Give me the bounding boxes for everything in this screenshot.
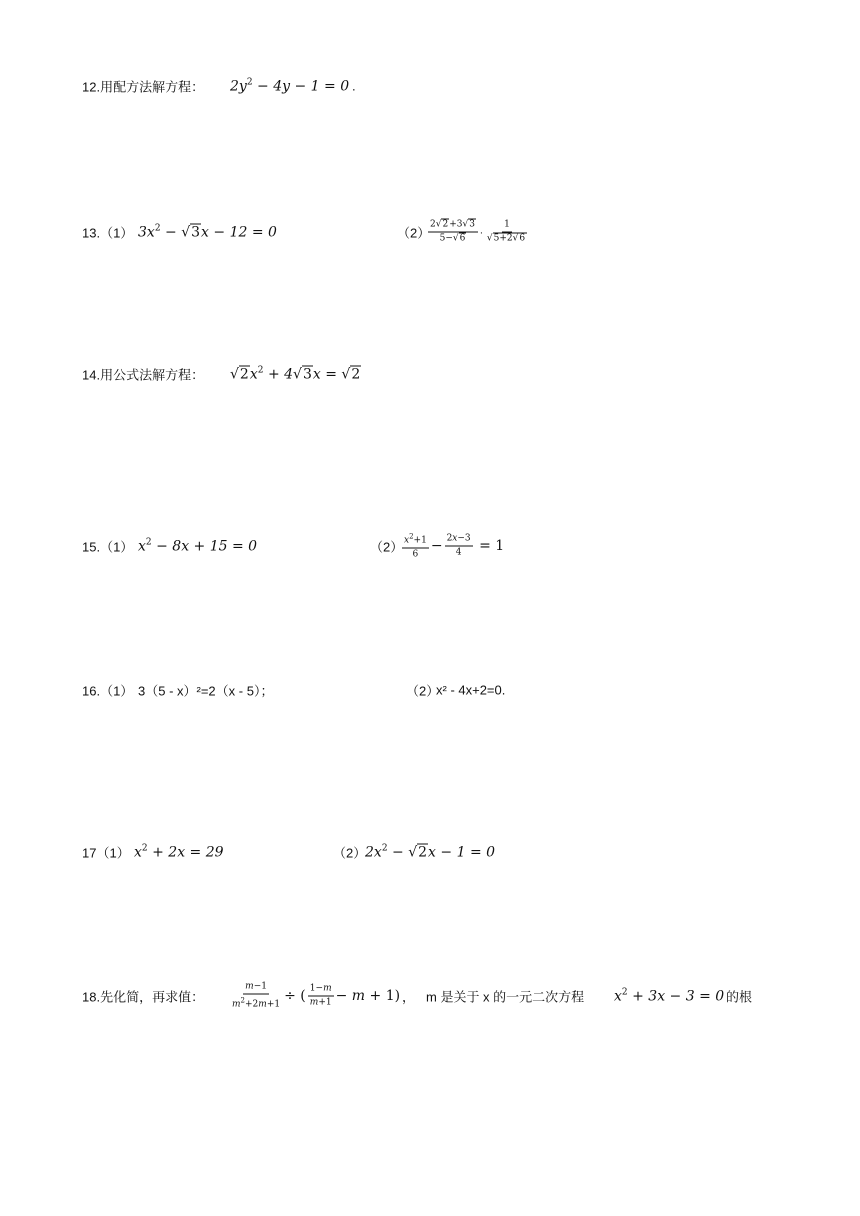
problem-17-label: 17（1） bbox=[82, 845, 130, 861]
problem-16-part2: x² - 4x+2=0. bbox=[436, 682, 506, 698]
problem-13-label: 13.（1） bbox=[82, 225, 134, 241]
problem-15-part2: $\frac{x^2+1}{6}$ − $\frac{2x-3}{4}$ = 1 bbox=[404, 532, 505, 560]
problem-18-expression: $\frac{m-1}{m^2+2m+1}$ ÷ ( $\frac{1-m}{m+1}$ − m + 1) bbox=[232, 981, 401, 1010]
problem-18 bbox=[0, 976, 860, 1016]
problem-15-label: 15.（1） bbox=[82, 539, 134, 555]
problem-18-condition-equation: $x^2 + 3x - 3 = 0$ bbox=[614, 987, 725, 1005]
problem-16-label: 16.（1） bbox=[82, 683, 134, 699]
problem-18-label: 18.先化简，再求值： bbox=[82, 989, 205, 1005]
problem-18-tail: 的根 bbox=[726, 989, 753, 1005]
problem-17-part1: $x^2 + 2x = 29$ bbox=[134, 843, 224, 861]
problem-15-part2-label: （2） bbox=[370, 539, 404, 555]
problem-13 bbox=[0, 212, 860, 252]
problem-17-part2-label: （2） bbox=[333, 845, 367, 861]
problem-13-part1: $3x^2 - √3x - 12 = 0$ bbox=[138, 223, 277, 241]
problem-17-part2: $2x^2 - √2x - 1 = 0$ bbox=[365, 843, 496, 861]
problem-14-equation: $√2x^2 + 4√3x = √2$ bbox=[230, 365, 361, 383]
problem-13-part2-label: （2） bbox=[397, 225, 431, 241]
problem-18-condition-text: m 是关于 x 的一元二次方程 bbox=[426, 989, 585, 1005]
problem-16-part2-label: （2） bbox=[406, 683, 440, 699]
problem-12-equation: $2y^2 - 4y - 1 = 0$ bbox=[230, 77, 350, 95]
problem-17 bbox=[0, 832, 860, 872]
problem-18-separator: ， bbox=[402, 989, 416, 1005]
problem-16 bbox=[0, 670, 860, 710]
problem-12-tail: . bbox=[352, 78, 356, 94]
problem-16-part1: 3（5 - x）²=2（x - 5）； bbox=[138, 683, 274, 699]
problem-14 bbox=[0, 354, 860, 394]
problem-15-part1: $x^2 - 8x + 15 = 0$ bbox=[138, 537, 258, 555]
problem-12 bbox=[0, 66, 860, 106]
problem-15 bbox=[0, 526, 860, 566]
problem-14-label: 14.用公式法解方程： bbox=[82, 367, 205, 383]
problem-12-label: 12.用配方法解方程： bbox=[82, 79, 205, 95]
problem-13-part2: $\frac{2√2+3√3}{5-√6}$ · $\frac{1}{√5+2√6}$ bbox=[430, 219, 526, 244]
